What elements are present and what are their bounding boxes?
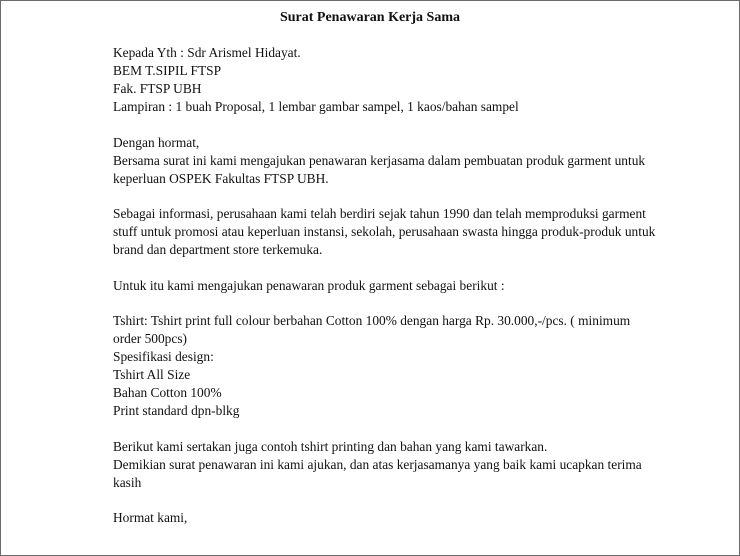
info-text-line: Sebagai informasi, perusahaan kami telah berdiri sejak tahun 1990 dan telah memproduksi garment bbox=[113, 206, 646, 221]
closing-line: Berikut kami sertakan juga contoh tshirt printing dan bahan yang kami tawarkan. bbox=[113, 438, 548, 454]
paragraph-gap bbox=[113, 492, 653, 510]
spec-size: Tshirt All Size bbox=[113, 367, 191, 382]
offer-intro-line: Untuk itu kami mengajukan penawaran produk garment sebagai berikut : bbox=[113, 277, 505, 293]
product-line: Tshirt: Tshirt print full colour berbahan Cotton 100% dengan harga Rp. 30.000,-/pcs. ( minimum bbox=[113, 313, 631, 328]
recipient-line: Kepada Yth : Sdr Arismel Hidayat. bbox=[113, 45, 301, 60]
faculty-line: Fak. FTSP UBH bbox=[113, 81, 202, 96]
paragraph-gap bbox=[113, 116, 653, 134]
product-offer-paragraph bbox=[113, 312, 653, 420]
product-line: order 500pcs) bbox=[113, 331, 187, 346]
opening-paragraph bbox=[113, 134, 653, 188]
opening-text-line: Bersama surat ini kami mengajukan penawaran kerjasama dalam pembuatan produk garment untuk bbox=[113, 152, 646, 168]
spec-heading: Spesifikasi design: bbox=[113, 349, 214, 364]
closing-paragraph bbox=[113, 438, 653, 492]
address-block bbox=[113, 44, 653, 116]
closing-line: Demikian surat penawaran ini kami ajukan, dan atas kerjasamanya yang baik kami ucapkan terima bbox=[113, 456, 642, 472]
info-text-line: stuff untuk promosi atau keperluan instansi, sekolah, perusahaan swasta hingga produk-produk untuk bbox=[113, 224, 656, 239]
offer-intro-paragraph bbox=[113, 277, 653, 295]
opening-text-line: keperluan OSPEK Fakultas FTSP UBH. bbox=[113, 170, 329, 186]
organization-line: BEM T.SIPIL FTSP bbox=[113, 63, 222, 78]
spec-print: Print standard dpn-blkg bbox=[113, 403, 240, 418]
signoff-line: Hormat kami, bbox=[113, 510, 188, 525]
spec-material: Bahan Cotton 100% bbox=[113, 385, 222, 400]
paragraph-gap bbox=[113, 420, 653, 438]
paragraph-gap bbox=[113, 188, 653, 206]
signoff-block bbox=[113, 509, 653, 527]
paragraph-gap bbox=[113, 259, 653, 277]
letter-body bbox=[113, 44, 656, 527]
letter-title: Surat Penawaran Kerja Sama bbox=[279, 10, 461, 25]
company-info-paragraph bbox=[113, 205, 656, 259]
info-text-line: brand dan department store terkemuka. bbox=[113, 242, 323, 257]
paragraph-gap bbox=[113, 295, 653, 313]
closing-line: kasih bbox=[113, 474, 142, 490]
salutation-line: Dengan hormat, bbox=[113, 134, 200, 150]
attachment-line: Lampiran : 1 buah Proposal, 1 lembar gambar sampel, 1 kaos/bahan sampel bbox=[113, 99, 519, 114]
